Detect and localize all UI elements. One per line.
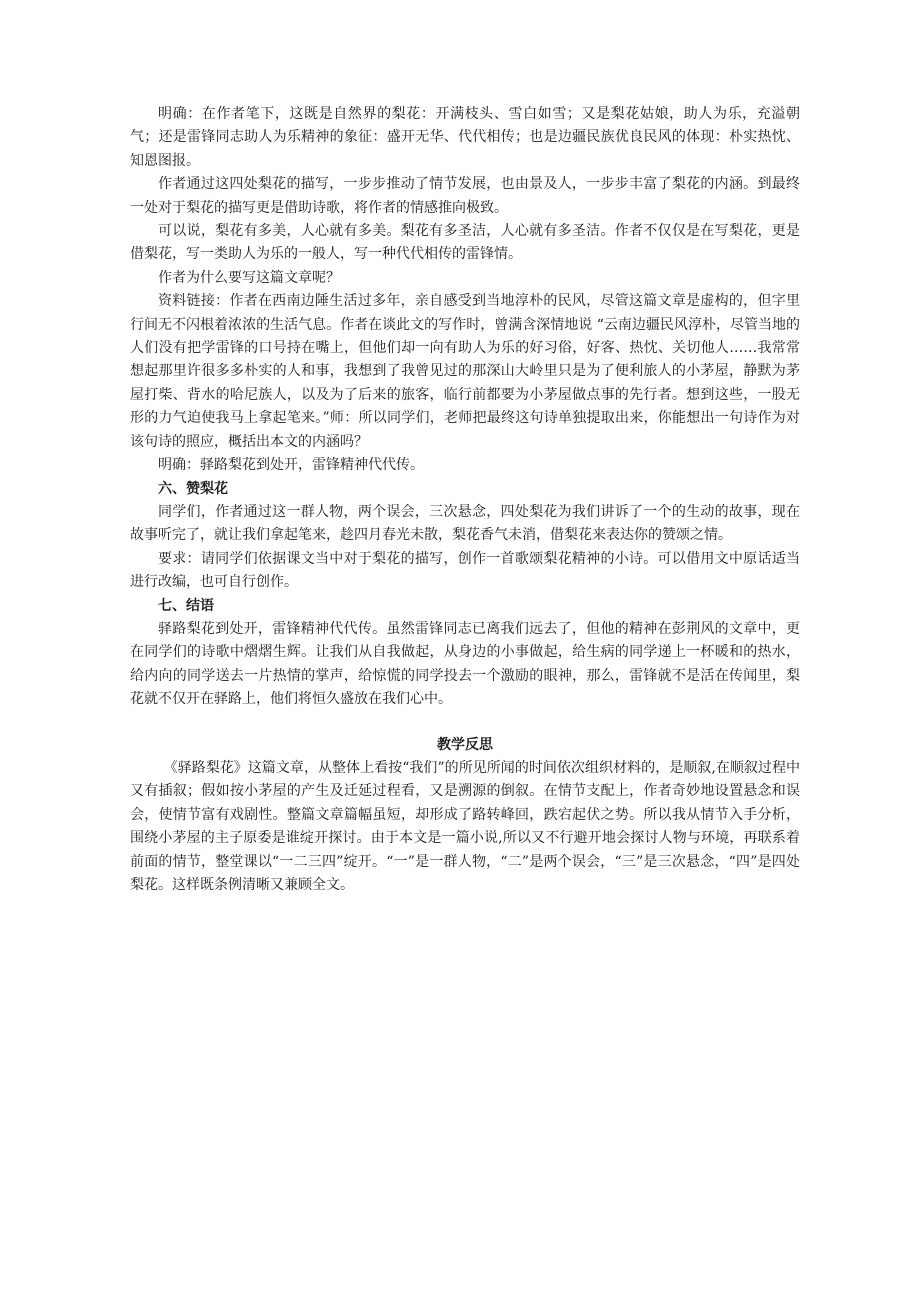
section-heading-six: 六、赞梨花 [158, 480, 228, 497]
reflection-title: 教学反思 [437, 736, 493, 753]
paragraph: 作者通过这四处梨花的描写，一步步推动了情节发展，也由景及人，一步步丰富了梨花的内涵。到最终一处对于梨花的描写更是借助诗歌，将作者的情感推向极致。 [130, 176, 800, 216]
section-gap [130, 712, 800, 734]
paragraph: 作者为什么要写这篇文章呢？ [158, 269, 340, 286]
section-heading-seven: 七、结语 [158, 597, 214, 614]
paragraph: 明确：驿路梨花到处开，雷锋精神代代传。 [158, 457, 424, 474]
document-page [130, 103, 800, 897]
paragraph: 资料链接：作者在西南边陲生活过多年，亲自感受到当地淳朴的民风，尽管这篇文章是虚构的，但字里行间无不闪根着浓浓的生活气息。作者在谈此文的写作时，曾满含深情地说 “云南边疆民风淳朴，尽管当地的人们没有把学雷锋的口号持在嘴上，但他们却一向有助人为乐的好习俗，好客、热忱、关切他人……我常常想起那里许很多多朴实的人和事，我想到了我曾见过的那深山大岭里只是为了便利旅人的小茅屋，静默为茅屋打柴、背水的哈尼族人，以及为了后来的旅客，临行前都要为小茅屋做点事的先行者。想到这些，一股无形的力气迫使我马上拿起笔来。”师：所以同学们，老师把最终这句诗单独提取出来，你能想出一句诗作为对该句诗的照应，概括出本文的内涵吗？ [130, 293, 800, 450]
paragraph: 可以说，梨花有多美，人心就有多美。梨花有多圣洁，人心就有多圣洁。作者不仅仅是在写梨花，更是借梨花，写一类助人为乐的一般人，写一种代代相传的雷锋情。 [130, 223, 800, 263]
paragraph: 明确：在作者笔下，这既是自然界的梨花：开满枝头、雪白如雪；又是梨花姑娘，助人为乐，充溢朝气；还是雷锋同志助人为乐精神的象征：盛开无华、代代相传；也是边疆民族优良民风的体现：朴实热忱、知恩图报。 [130, 106, 800, 169]
paragraph: 驿路梨花到处开，雷锋精神代代传。虽然雷锋同志已离我们远去了，但他的精神在彭荆风的文章中，更在同学们的诗歌中熠熠生辉。让我们从自我做起，从身边的小事做起，给生病的同学递上一杯暖和的热水，给内向的同学送去一片热情的掌声，给惊慌的同学投去一个激励的眼神，那么，雷锋就不是活在传闻里，梨花就不仅开在驿路上，他们将恒久盛放在我们心中。 [130, 620, 800, 708]
paragraph: 要求：请同学们依据课文当中对于梨花的描写，创作一首歌颂梨花精神的小诗。可以借用文中原话适当进行改编，也可自行创作。 [130, 550, 800, 591]
paragraph: 同学们，作者通过这一群人物，两个误会，三次悬念，四处梨花为我们讲诉了一个的生动的故事，现在故事听完了，就让我们拿起笔来，趁四月春光未散，梨花香气未消，借梨花来表达你的赞颂之情。 [130, 503, 800, 544]
reflection-paragraph: 《驿路梨花》这篇文章，从整体上看按“我们”的所见所闻的时间依次组织材料的，是顺叙,在顺叙过程中又有插叙；假如按小茅屋的产生及迁延过程看，又是溯源的倒叙。在情节支配上，作者奇妙地设置悬念和误会，使情节富有戏剧性。整篇文章篇幅虽短，却形成了路转峰回，跌宕起伏之势。所以我从情节入手分析，围绕小茅屋的主子原委是谁绽开探讨。由于本文是一篇小说,所以又不行避开地会探讨人物与环境，再联系着前面的情节，整堂课以“一二三四”绽开。“一”是一群人物，“二”是两个误会，“三”是三次悬念，“四”是四处梨花。这样既条例清晰又兼顾全文。 [130, 759, 800, 893]
